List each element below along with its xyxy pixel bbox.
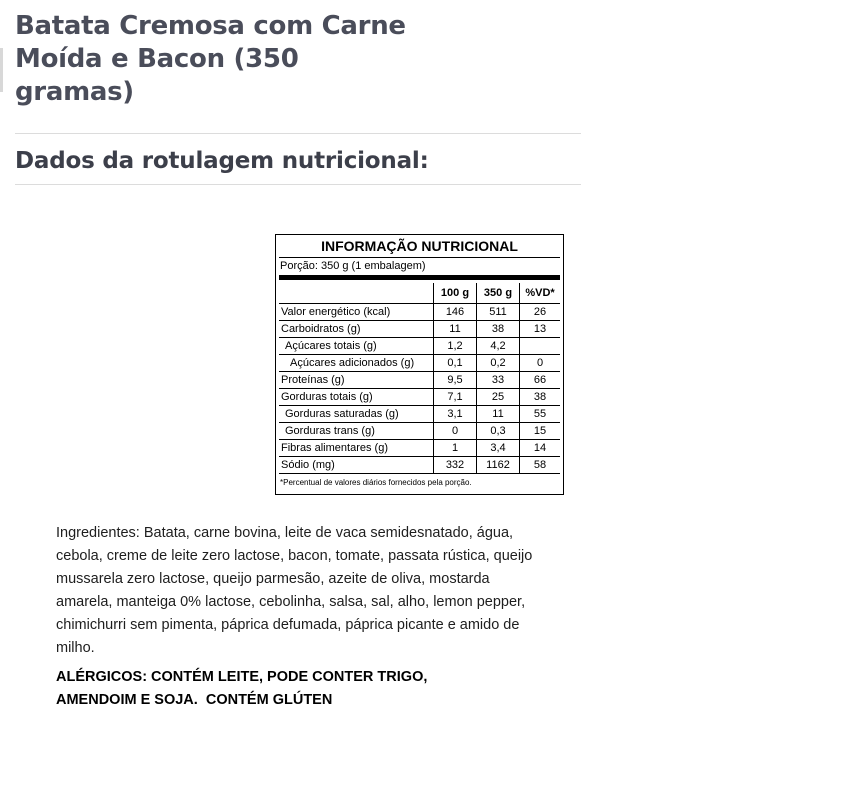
product-title: [15, 10, 435, 109]
value-vd: 66: [520, 372, 561, 389]
divider: [15, 133, 581, 134]
nutrient-label: Fibras alimentares (g): [279, 440, 434, 457]
nutrient-label: Sódio (mg): [279, 457, 434, 474]
value-vd: 15: [520, 423, 561, 440]
nutrient-label: Açúcares adicionados (g): [279, 355, 434, 372]
value-350g: 25: [477, 389, 520, 406]
value-100g: 0: [434, 423, 477, 440]
value-vd: 55: [520, 406, 561, 423]
value-350g: 3,4: [477, 440, 520, 457]
value-350g: 11: [477, 406, 520, 423]
value-100g: 1: [434, 440, 477, 457]
value-350g: 511: [477, 304, 520, 321]
value-vd: 26: [520, 304, 561, 321]
value-100g: 9,5: [434, 372, 477, 389]
value-100g: 7,1: [434, 389, 477, 406]
table-row: [279, 423, 560, 440]
nutrition-thick-rule: [279, 275, 560, 280]
nutrition-grid: [279, 283, 560, 474]
value-100g: 11: [434, 321, 477, 338]
nutrition-portion: Porção: 350 g (1 embalagem): [279, 257, 560, 275]
column-header-100g: 100 g: [434, 283, 477, 304]
value-350g: 0,2: [477, 355, 520, 372]
table-row: [279, 304, 560, 321]
left-edge: [0, 0, 3, 789]
nutrient-label: Carboidratos (g): [279, 321, 434, 338]
nutrition-facts-table: [275, 234, 564, 495]
product-title-line: gramas): [15, 77, 134, 107]
value-100g: 3,1: [434, 406, 477, 423]
value-350g: 1162: [477, 457, 520, 474]
value-vd: 38: [520, 389, 561, 406]
product-title-line: Batata Cremosa com Carne: [15, 11, 406, 41]
nutrient-label: Valor energético (kcal): [279, 304, 434, 321]
value-100g: 1,2: [434, 338, 477, 355]
allergens-line: AMENDOIM E SOJA. CONTÉM GLÚTEN: [56, 692, 333, 708]
table-row: [279, 389, 560, 406]
ingredients-text: Ingredientes: Batata, carne bovina, leite de vaca semidesnatado, água, cebola, creme de leite zero lactose, bacon, tomate, passata rústica, queijo mussarela zero lactose, queijo parmesão, azeite de oliva, mostarda amarela, manteiga 0% lactose, cebolinha, salsa, sal, alho, lemon pepper, chimichurri sem pimenta, páprica defumada, páprica picante e amido de milho.: [56, 525, 533, 656]
column-header-vd: %VD*: [520, 283, 561, 304]
nutrient-label: Gorduras trans (g): [279, 423, 434, 440]
nutrient-label: Proteínas (g): [279, 372, 434, 389]
nutrition-title: INFORMAÇÃO NUTRICIONAL: [321, 238, 518, 254]
table-row: [279, 440, 560, 457]
table-row: [279, 406, 560, 423]
value-350g: 38: [477, 321, 520, 338]
nutrient-label: Açúcares totais (g): [279, 338, 434, 355]
section-heading: Dados da rotulagem nutricional:: [15, 148, 429, 174]
table-row: [279, 372, 560, 389]
value-vd: 0: [520, 355, 561, 372]
column-header-label: [279, 283, 434, 304]
allergens-warning: [56, 666, 536, 712]
value-100g: 146: [434, 304, 477, 321]
nutrient-label: Gorduras saturadas (g): [279, 406, 434, 423]
value-vd: 14: [520, 440, 561, 457]
table-row: [279, 457, 560, 474]
table-row: [279, 355, 560, 372]
nutrient-label: Gorduras totais (g): [279, 389, 434, 406]
value-100g: 0,1: [434, 355, 477, 372]
value-350g: 4,2: [477, 338, 520, 355]
nutrition-header-row: [279, 283, 560, 304]
value-vd: 13: [520, 321, 561, 338]
table-row: [279, 321, 560, 338]
left-edge-marker: [0, 48, 3, 92]
value-vd: [520, 338, 561, 355]
value-350g: 33: [477, 372, 520, 389]
table-row: [279, 338, 560, 355]
value-vd: 58: [520, 457, 561, 474]
value-100g: 332: [434, 457, 477, 474]
allergens-line: ALÉRGICOS: CONTÉM LEITE, PODE CONTER TRIGO,: [56, 669, 428, 685]
product-title-line: Moída e Bacon (350: [15, 44, 299, 74]
column-header-350g: 350 g: [477, 283, 520, 304]
divider: [15, 184, 581, 185]
value-350g: 0,3: [477, 423, 520, 440]
nutrition-footnote: *Percentual de valores diários fornecidos pela porção.: [280, 478, 472, 487]
